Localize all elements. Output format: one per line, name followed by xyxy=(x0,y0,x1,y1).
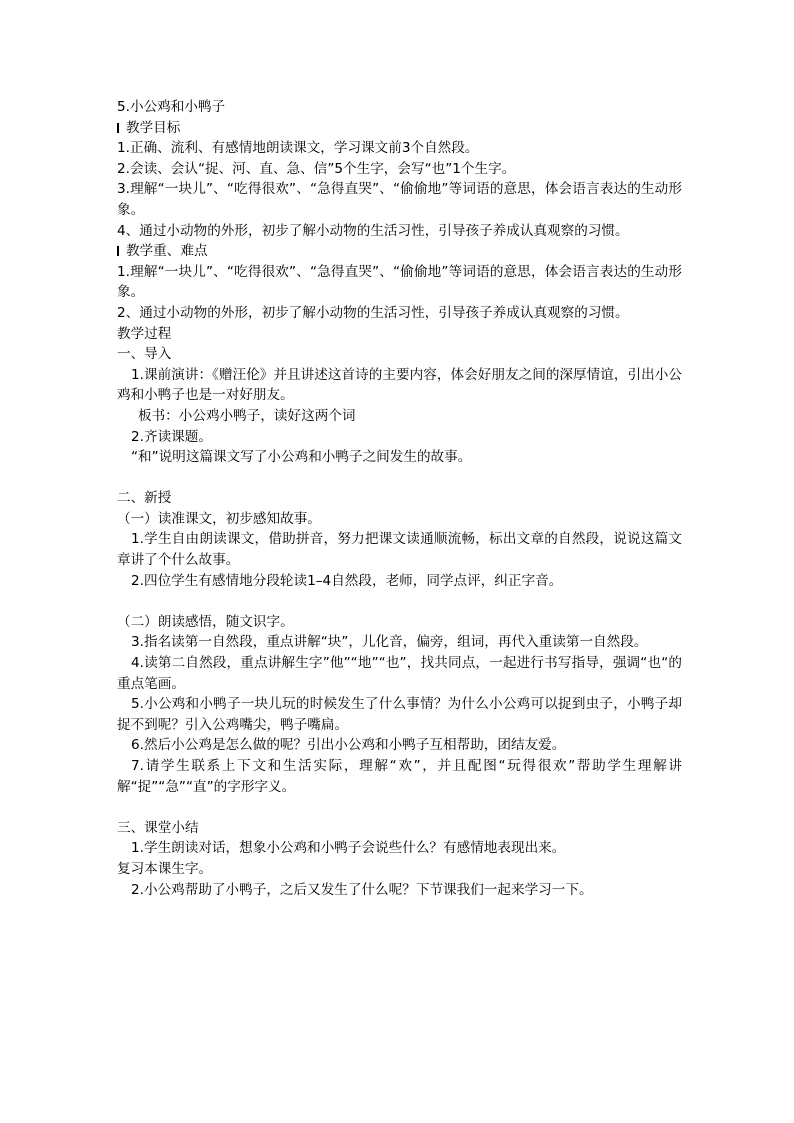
key-point-item: 2、通过小动物的外形，初步了解小动物的生活习性，引导孩子养成认真观察的习惯。 xyxy=(117,304,629,321)
goal-item: 2.会读、会认“捉、河、直、急、信”5个生字，会写“也”1个生字。 xyxy=(117,160,516,177)
section-heading: 三、课堂小结 xyxy=(117,819,199,836)
subsection-heading: （一）读准课文，初步感知故事。 xyxy=(117,510,321,527)
key-points-heading xyxy=(117,241,682,262)
lesson-title: 5.小公鸡和小鸭子 xyxy=(117,99,226,115)
paragraph: 3.指名读第一自然段，重点讲解“块”，儿化音，偏旁，组词，再代入重读第一自然段。 xyxy=(131,634,648,651)
goal-item: 3.理解“一块儿”、“吃得很欢”、“急得直哭”、“偷偷地”等词语的意思，体会语言表达的生动形象。 xyxy=(117,181,682,218)
key-point-item: 1.理解“一块儿”、“吃得很欢”、“急得直哭”、“偷偷地”等词语的意思，体会语言表达的生动形象。 xyxy=(117,263,682,301)
spacer xyxy=(117,468,682,489)
key-points-heading-text: 教学重、难点 xyxy=(126,243,208,260)
paragraph: 1.课前演讲：《赠汪伦》并且讲述这首诗的主要内容，体会好朋友之间的深厚情谊，引出小公鸡和小鸭子也是一对好朋友。 xyxy=(117,366,682,404)
paragraph: 2.四位学生有感情地分段轮读1–4自然段，老师，同学点评，纠正字音。 xyxy=(131,572,563,589)
goals-heading xyxy=(117,118,682,139)
section-heading: 二、新授 xyxy=(117,490,172,507)
paragraph: 7.请学生联系上下文和生活实际，理解“欢”，并且配图“玩得很欢”帮助学生理解讲解“捉”“急”“直”的字形字义。 xyxy=(117,758,682,795)
paragraph: 6.然后小公鸡是怎么做的呢？引出小公鸡和小鸭子互相帮助，团结友爱。 xyxy=(131,737,566,754)
paragraph: 板书：小公鸡小鸭子，读好这两个词 xyxy=(138,407,356,424)
subsection-heading: （二）朗读感悟，随文识字。 xyxy=(117,613,294,630)
paragraph: 2.小公鸡帮助了小鸭子，之后又发生了什么呢？下节课我们一起来学习一下。 xyxy=(131,881,593,898)
goal-item: 1.正确、流利、有感情地朗读课文，学习课文前3个自然段。 xyxy=(117,140,479,157)
paragraph: 4.读第二自然段，重点讲解生字”他”“地”“也”，找共同点，一起进行书写指导，强调“也“的重点笔画。 xyxy=(117,655,682,692)
paragraph: 2.齐读课题。 xyxy=(131,428,212,445)
paragraph: 5.小公鸡和小鸭子一块儿玩的时候发生了什么事情？为什么小公鸡可以捉到虫子，小鸭子却捉不到呢？引入公鸡嘴尖，鸭子嘴扁。 xyxy=(117,696,682,733)
process-heading: 教学过程 xyxy=(117,325,172,342)
section-marker-icon xyxy=(117,123,119,133)
document-body xyxy=(117,97,682,900)
paragraph: “和”说明这篇课文写了小公鸡和小鸭子之间发生的故事。 xyxy=(131,449,472,466)
spacer xyxy=(117,797,682,818)
paragraph: 复习本课生字。 xyxy=(117,860,213,877)
spacer xyxy=(117,591,682,612)
goals-heading-text: 教学目标 xyxy=(126,119,181,136)
section-marker-icon xyxy=(117,246,119,256)
goal-item: 4、通过小动物的外形，初步了解小动物的生活习性，引导孩子养成认真观察的习惯。 xyxy=(117,222,629,239)
paragraph: 1.学生朗读对话，想象小公鸡和小鸭子会说些什么？有感情地表现出来。 xyxy=(131,840,566,857)
paragraph: 1.学生自由朗读课文，借助拼音，努力把课文读通顺流畅，标出文章的自然段，说说这篇文章讲了个什么故事。 xyxy=(117,531,682,569)
section-heading: 一、导入 xyxy=(117,346,172,363)
